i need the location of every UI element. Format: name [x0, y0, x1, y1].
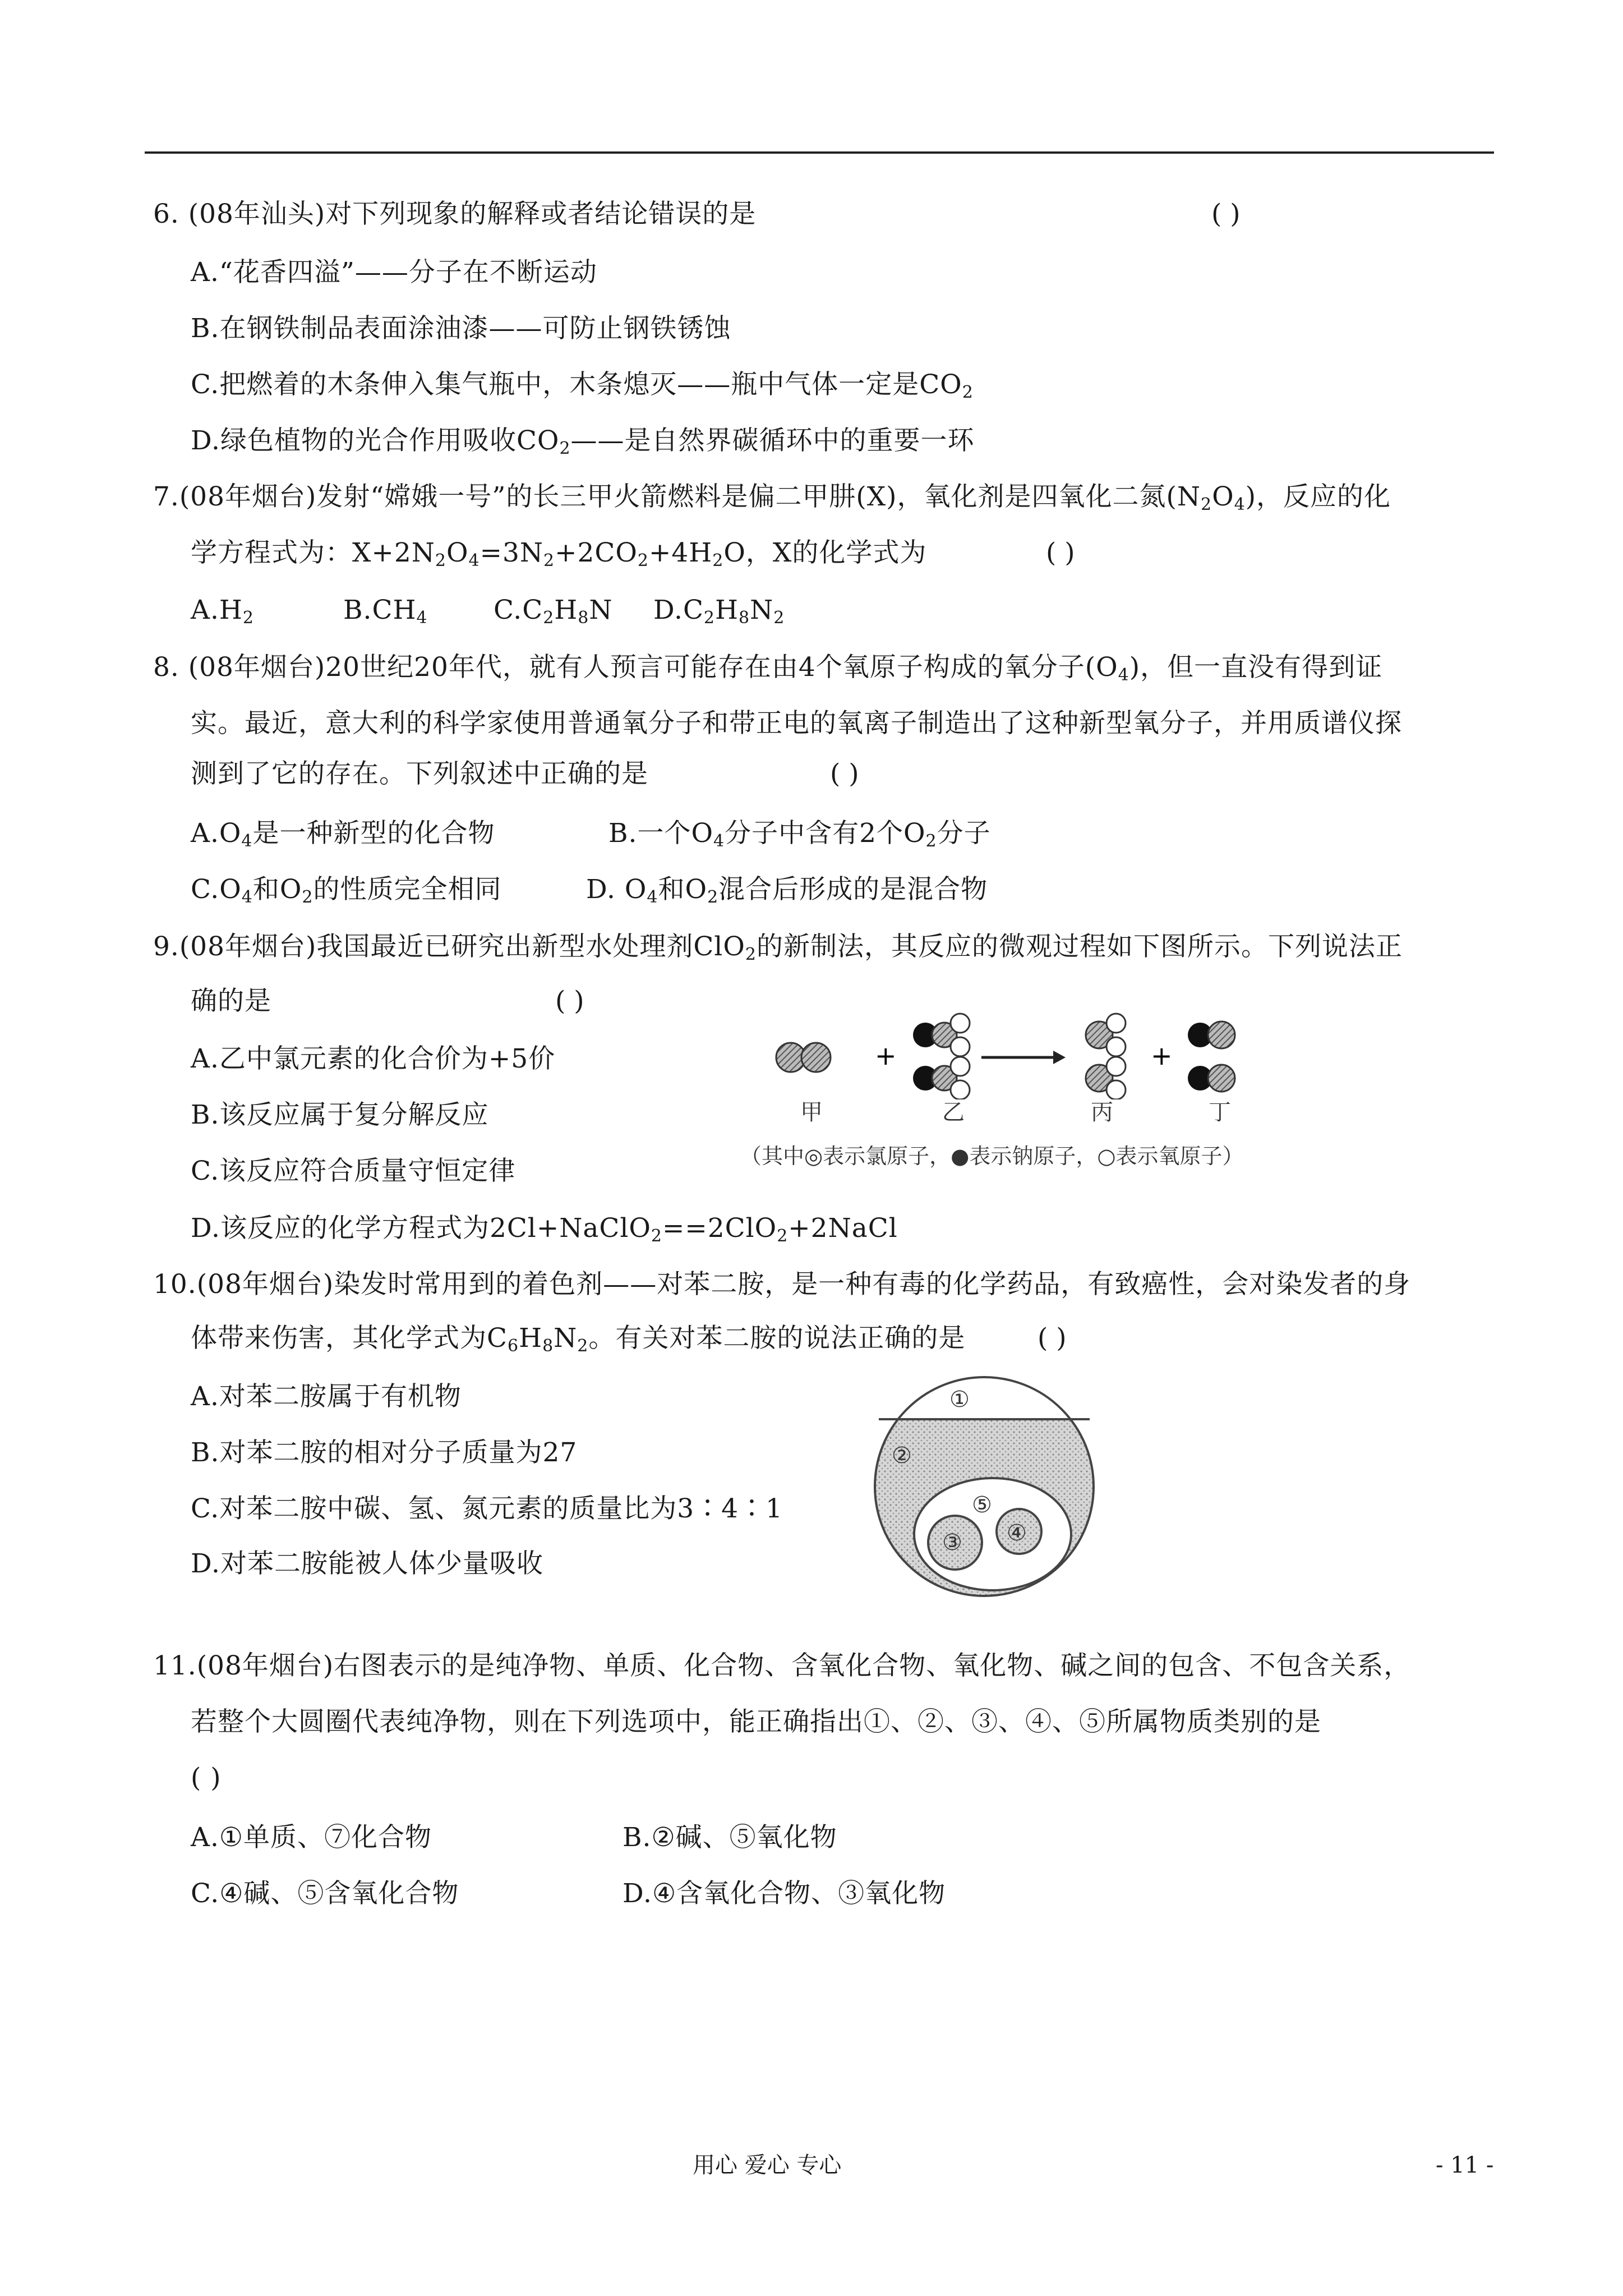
q10-option-c: C.对苯二胺中碳、氢、氮元素的质量比为3∶4∶1 — [191, 1493, 783, 1524]
reaction-diagram — [768, 1010, 1262, 1099]
naclo2-molecule-bottom — [913, 1057, 970, 1099]
q9-option-a: A.乙中氯元素的化合价为+5价 — [191, 1043, 556, 1074]
q11-answer-bracket: ( ) — [191, 1763, 222, 1793]
reaction-arrow — [981, 1051, 1066, 1064]
q10-option-b: B.对苯二胺的相对分子质量为27 — [191, 1437, 578, 1468]
label-1: ① — [949, 1387, 970, 1412]
q7-answer-bracket: ( ) — [1046, 537, 1075, 568]
q10-line2: 体带来伤害，其化学式为$C_6H_8N_2$。有关对苯二胺的说法正确的是 — [191, 1323, 966, 1356]
q6-option-a: A.“花香四溢”——分子在不断运动 — [191, 257, 597, 288]
q8-option-d: D. $O_4$和$O_2$混合后形成的是混合物 — [586, 874, 988, 907]
q9-option-d: D.该反应的化学方程式为2Cl+NaClO$_2$==2ClO$_2$+2NaCl — [191, 1213, 898, 1246]
q8-line1: 8. (08年烟台)20世纪20年代，就有人预言可能存在由4个氧原子构成的氧分子$(O_4)$，但一直没有得到证 — [153, 652, 1383, 685]
q6-option-b: B.在钢铁制品表面涂油漆——可防止钢铁锈蚀 — [191, 313, 731, 344]
q7-line1: 7.(08年烟台)发射“嫦娥一号”的长三甲火箭燃料是偏二甲肼(X)，氧化剂是四氧化二氮$(N_2O_4)$，反应的化 — [153, 481, 1391, 514]
q11-option-d: D.④含氧化合物、③氧化物 — [623, 1878, 946, 1909]
nacl-molecule-top — [1188, 1022, 1235, 1048]
header-rule — [145, 151, 1494, 154]
cl2-molecule — [776, 1043, 831, 1072]
q8-option-b: B.一个$O_4$分子中含有2个$O_2$分子 — [608, 818, 991, 851]
q9-answer-bracket: ( ) — [555, 986, 584, 1016]
fig-label-ding: 丁 — [1209, 1099, 1231, 1125]
q6-answer-bracket: ( ) — [1211, 199, 1241, 229]
q9-line1: 9.(08年烟台)我国最近已研究出新型水处理剂ClO$_2$的新制法，其反应的微观过程如下图所示。下列说法正 — [153, 931, 1403, 964]
label-3: ③ — [942, 1530, 962, 1556]
nested-circles-diagram — [872, 1363, 1096, 1610]
page-number: - 11 - — [1436, 2152, 1494, 2178]
q7-line2: 学方程式为：$X+2N_2O_4=3N_2+2CO_2+4H_2O$，X的化学式为 — [191, 537, 927, 570]
label-4: ④ — [1007, 1520, 1027, 1546]
q6-stem: 6. (08年汕头)对下列现象的解释或者结论错误的是 — [153, 199, 757, 229]
q11-option-b: B.②碱、⑤氧化物 — [623, 1822, 837, 1853]
q9-line2: 确的是 — [191, 986, 271, 1016]
fig-label-bing: 丙 — [1091, 1099, 1113, 1125]
q7-option-a: $A.H_2$ — [191, 595, 254, 628]
fig-label-yi: 乙 — [942, 1099, 965, 1125]
q8-line3: 测到了它的存在。下列叙述中正确的是 — [191, 758, 648, 789]
q10-line1: 10.(08年烟台)染发时常用到的着色剂——对苯二胺，是一种有毒的化学药品，有致癌性，会对染发者的身 — [153, 1269, 1411, 1300]
q10-answer-bracket: ( ) — [1038, 1323, 1067, 1354]
label-2: ② — [892, 1443, 912, 1469]
q8-option-c: $C.O_4$和$O_2$的性质完全相同 — [191, 874, 502, 907]
q11-option-a: A.①单质、⑦化合物 — [191, 1822, 432, 1853]
q11-line1: 11.(08年烟台)右图表示的是纯净物、单质、化合物、含氧化合物、氧化物、碱之间的包含、不包含关系， — [153, 1650, 1411, 1681]
q9-option-b: B.该反应属于复分解反应 — [191, 1099, 489, 1130]
clo2-molecule-top — [1086, 1014, 1126, 1056]
q10-option-d: D.对苯二胺能被人体少量吸收 — [191, 1548, 543, 1579]
q7-option-c: $C.C_2H_8N$ — [494, 595, 613, 628]
q11-line2: 若整个大圆圈代表纯净物，则在下列选项中，能正确指出①、②、③、④、⑤所属物质类别的是 — [191, 1706, 1321, 1737]
fig-caption: （其中◎表示氯原子，●表示钠原子，○表示氧原子） — [740, 1144, 1244, 1168]
q7-option-d: $D.C_2H_8N_2$ — [653, 595, 785, 628]
nacl-molecule-bottom — [1188, 1065, 1235, 1092]
q7-option-b: $B.CH_4$ — [343, 595, 428, 628]
q6-option-c: C.把燃着的木条伸入集气瓶中，木条熄灭——瓶中气体一定是$CO_2$ — [191, 369, 974, 402]
footer-motto: 用心 爱心 专心 — [693, 2152, 842, 2178]
plus-sign-1: + — [875, 1041, 897, 1071]
q11-option-c: C.④碱、⑤含氧化合物 — [191, 1878, 459, 1909]
q8-line2: 实。最近，意大利的科学家使用普通氧分子和带正电的氧离子制造出了这种新型氧分子，并用质谱仪探 — [191, 708, 1402, 739]
q8-option-a: $A.O_4$是一种新型的化合物 — [191, 818, 495, 851]
q9-option-c: C.该反应符合质量守恒定律 — [191, 1156, 516, 1186]
naclo2-molecule-top — [913, 1014, 970, 1056]
q6-option-d: D.绿色植物的光合作用吸收$CO_2——$是自然界碳循环中的重要一环 — [191, 425, 975, 458]
clo2-molecule-bottom — [1086, 1057, 1126, 1099]
label-5: ⑤ — [972, 1492, 992, 1518]
q10-option-a: A.对苯二胺属于有机物 — [191, 1381, 462, 1412]
fig-label-jia: 甲 — [800, 1099, 823, 1125]
plus-sign-2: + — [1151, 1041, 1173, 1071]
q8-answer-bracket: ( ) — [830, 758, 859, 789]
